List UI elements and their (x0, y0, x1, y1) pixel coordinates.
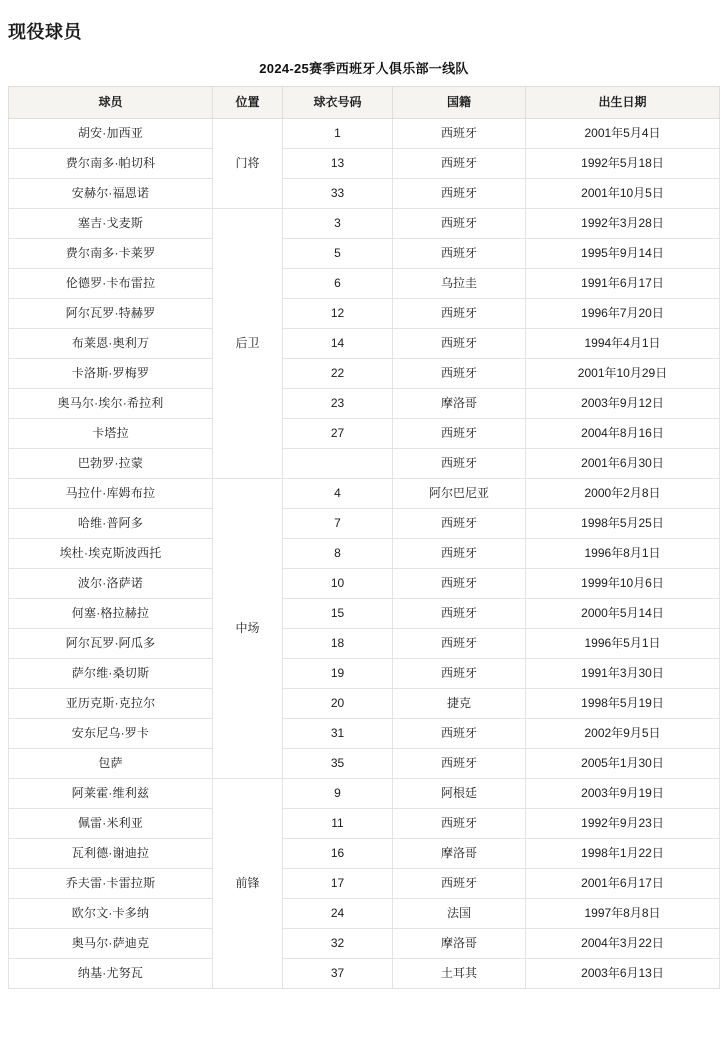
cell-number: 16 (283, 839, 393, 869)
cell-dob: 1991年3月30日 (526, 659, 720, 689)
squad-table-container (0, 58, 727, 989)
page-title: 现役球员 (8, 22, 82, 42)
cell-dob: 2003年9月12日 (526, 389, 720, 419)
cell-nationality: 西班牙 (393, 419, 526, 449)
cell-number: 4 (283, 479, 393, 509)
cell-nationality: 西班牙 (393, 569, 526, 599)
cell-nationality: 西班牙 (393, 299, 526, 329)
cell-dob: 2001年6月17日 (526, 869, 720, 899)
table-row (9, 629, 720, 659)
column-header-dob: 出生日期 (526, 87, 720, 119)
cell-number: 24 (283, 899, 393, 929)
cell-number: 22 (283, 359, 393, 389)
cell-player: 伦德罗·卡布雷拉 (9, 269, 213, 299)
cell-dob: 2001年10月5日 (526, 179, 720, 209)
cell-number: 33 (283, 179, 393, 209)
cell-player: 欧尔文·卡多纳 (9, 899, 213, 929)
cell-player: 纳基·尤努瓦 (9, 959, 213, 989)
cell-number: 31 (283, 719, 393, 749)
table-row (9, 539, 720, 569)
table-row (9, 719, 720, 749)
table-row (9, 239, 720, 269)
cell-dob: 1997年8月8日 (526, 899, 720, 929)
cell-dob: 1998年1月22日 (526, 839, 720, 869)
cell-nationality: 土耳其 (393, 959, 526, 989)
cell-player: 安东尼乌·罗卡 (9, 719, 213, 749)
cell-number: 9 (283, 779, 393, 809)
table-caption: 2024-25赛季西班牙人俱乐部一线队 (259, 61, 469, 76)
cell-nationality: 捷克 (393, 689, 526, 719)
table-header-row (9, 87, 720, 119)
cell-number: 11 (283, 809, 393, 839)
cell-player: 费尔南多·帕切科 (9, 149, 213, 179)
cell-player: 阿尔瓦罗·阿瓜多 (9, 629, 213, 659)
cell-number: 37 (283, 959, 393, 989)
cell-nationality: 乌拉圭 (393, 269, 526, 299)
cell-player: 马拉什·库姆布拉 (9, 479, 213, 509)
cell-number: 15 (283, 599, 393, 629)
cell-nationality: 西班牙 (393, 149, 526, 179)
cell-nationality: 西班牙 (393, 599, 526, 629)
cell-dob: 2003年6月13日 (526, 959, 720, 989)
table-row (9, 809, 720, 839)
cell-position: 前锋 (213, 779, 283, 989)
cell-dob: 1998年5月25日 (526, 509, 720, 539)
cell-player: 何塞·格拉赫拉 (9, 599, 213, 629)
cell-dob: 2004年8月16日 (526, 419, 720, 449)
cell-nationality: 阿尔巴尼亚 (393, 479, 526, 509)
cell-number: 32 (283, 929, 393, 959)
cell-position: 中场 (213, 479, 283, 779)
cell-player: 布莱恩·奥利万 (9, 329, 213, 359)
cell-nationality: 摩洛哥 (393, 389, 526, 419)
column-header-number: 球衣号码 (283, 87, 393, 119)
cell-number: 5 (283, 239, 393, 269)
cell-dob: 1992年5月18日 (526, 149, 720, 179)
cell-player: 阿莱霍·维利兹 (9, 779, 213, 809)
cell-player: 阿尔瓦罗·特赫罗 (9, 299, 213, 329)
cell-number: 12 (283, 299, 393, 329)
cell-dob: 1992年9月23日 (526, 809, 720, 839)
cell-player: 巴勃罗·拉蒙 (9, 449, 213, 479)
cell-number: 1 (283, 119, 393, 149)
cell-number: 20 (283, 689, 393, 719)
cell-player: 瓦利德·谢迪拉 (9, 839, 213, 869)
cell-number: 14 (283, 329, 393, 359)
cell-number: 19 (283, 659, 393, 689)
cell-number: 17 (283, 869, 393, 899)
cell-player: 奥马尔·埃尔·希拉利 (9, 389, 213, 419)
cell-nationality: 西班牙 (393, 329, 526, 359)
cell-nationality: 西班牙 (393, 359, 526, 389)
cell-player: 胡安·加西亚 (9, 119, 213, 149)
cell-player: 埃杜·埃克斯波西托 (9, 539, 213, 569)
cell-nationality: 西班牙 (393, 749, 526, 779)
table-row (9, 689, 720, 719)
cell-dob: 1996年7月20日 (526, 299, 720, 329)
cell-player: 佩雷·米利亚 (9, 809, 213, 839)
cell-dob: 2005年1月30日 (526, 749, 720, 779)
table-row (9, 329, 720, 359)
cell-player: 卡洛斯·罗梅罗 (9, 359, 213, 389)
cell-dob: 2000年5月14日 (526, 599, 720, 629)
cell-number: 6 (283, 269, 393, 299)
table-row (9, 509, 720, 539)
table-row (9, 179, 720, 209)
cell-nationality: 西班牙 (393, 539, 526, 569)
cell-nationality: 西班牙 (393, 119, 526, 149)
cell-number: 18 (283, 629, 393, 659)
cell-dob: 2001年6月30日 (526, 449, 720, 479)
cell-nationality: 西班牙 (393, 809, 526, 839)
cell-nationality: 摩洛哥 (393, 839, 526, 869)
cell-dob: 2003年9月19日 (526, 779, 720, 809)
cell-number: 10 (283, 569, 393, 599)
cell-dob: 2002年9月5日 (526, 719, 720, 749)
bottom-spacer (0, 989, 727, 1029)
cell-nationality: 西班牙 (393, 449, 526, 479)
cell-nationality: 西班牙 (393, 719, 526, 749)
column-header-player: 球员 (9, 87, 213, 119)
cell-dob: 2001年10月29日 (526, 359, 720, 389)
table-row (9, 929, 720, 959)
cell-number (283, 449, 393, 479)
table-row (9, 119, 720, 149)
cell-position: 门将 (213, 119, 283, 209)
cell-player: 包萨 (9, 749, 213, 779)
table-row (9, 779, 720, 809)
table-row (9, 299, 720, 329)
table-row (9, 359, 720, 389)
column-header-nationality: 国籍 (393, 87, 526, 119)
cell-position: 后卫 (213, 209, 283, 479)
table-row (9, 839, 720, 869)
cell-nationality: 西班牙 (393, 629, 526, 659)
cell-nationality: 摩洛哥 (393, 929, 526, 959)
cell-nationality: 阿根廷 (393, 779, 526, 809)
cell-number: 35 (283, 749, 393, 779)
cell-number: 27 (283, 419, 393, 449)
cell-number: 23 (283, 389, 393, 419)
table-row (9, 899, 720, 929)
cell-dob: 1998年5月19日 (526, 689, 720, 719)
cell-dob: 1992年3月28日 (526, 209, 720, 239)
cell-player: 卡塔拉 (9, 419, 213, 449)
cell-dob: 2000年2月8日 (526, 479, 720, 509)
cell-number: 7 (283, 509, 393, 539)
cell-nationality: 西班牙 (393, 239, 526, 269)
cell-number: 8 (283, 539, 393, 569)
cell-player: 塞吉·戈麦斯 (9, 209, 213, 239)
cell-nationality: 西班牙 (393, 209, 526, 239)
table-row (9, 959, 720, 989)
cell-dob: 1996年8月1日 (526, 539, 720, 569)
cell-player: 哈维·普阿多 (9, 509, 213, 539)
cell-nationality: 西班牙 (393, 509, 526, 539)
cell-player: 萨尔维·桑切斯 (9, 659, 213, 689)
table-row (9, 869, 720, 899)
cell-dob: 1999年10月6日 (526, 569, 720, 599)
cell-dob: 1991年6月17日 (526, 269, 720, 299)
cell-player: 费尔南多·卡莱罗 (9, 239, 213, 269)
table-row (9, 449, 720, 479)
cell-number: 3 (283, 209, 393, 239)
cell-dob: 1996年5月1日 (526, 629, 720, 659)
squad-table (8, 58, 720, 989)
table-row (9, 269, 720, 299)
table-row (9, 149, 720, 179)
cell-nationality: 法国 (393, 899, 526, 929)
table-row (9, 569, 720, 599)
cell-player: 亚历克斯·克拉尔 (9, 689, 213, 719)
table-row (9, 209, 720, 239)
cell-nationality: 西班牙 (393, 869, 526, 899)
cell-dob: 1994年4月1日 (526, 329, 720, 359)
cell-player: 乔夫雷·卡雷拉斯 (9, 869, 213, 899)
table-row (9, 479, 720, 509)
cell-dob: 1995年9月14日 (526, 239, 720, 269)
cell-dob: 2004年3月22日 (526, 929, 720, 959)
table-row (9, 419, 720, 449)
table-row (9, 599, 720, 629)
cell-nationality: 西班牙 (393, 659, 526, 689)
cell-dob: 2001年5月4日 (526, 119, 720, 149)
cell-player: 安赫尔·福恩诺 (9, 179, 213, 209)
table-body (9, 119, 720, 989)
cell-player: 奥马尔·萨迪克 (9, 929, 213, 959)
cell-nationality: 西班牙 (393, 179, 526, 209)
table-row (9, 389, 720, 419)
table-row (9, 659, 720, 689)
cell-number: 13 (283, 149, 393, 179)
column-header-position: 位置 (213, 87, 283, 119)
table-header (9, 87, 720, 119)
cell-player: 波尔·洛萨诺 (9, 569, 213, 599)
table-row (9, 749, 720, 779)
